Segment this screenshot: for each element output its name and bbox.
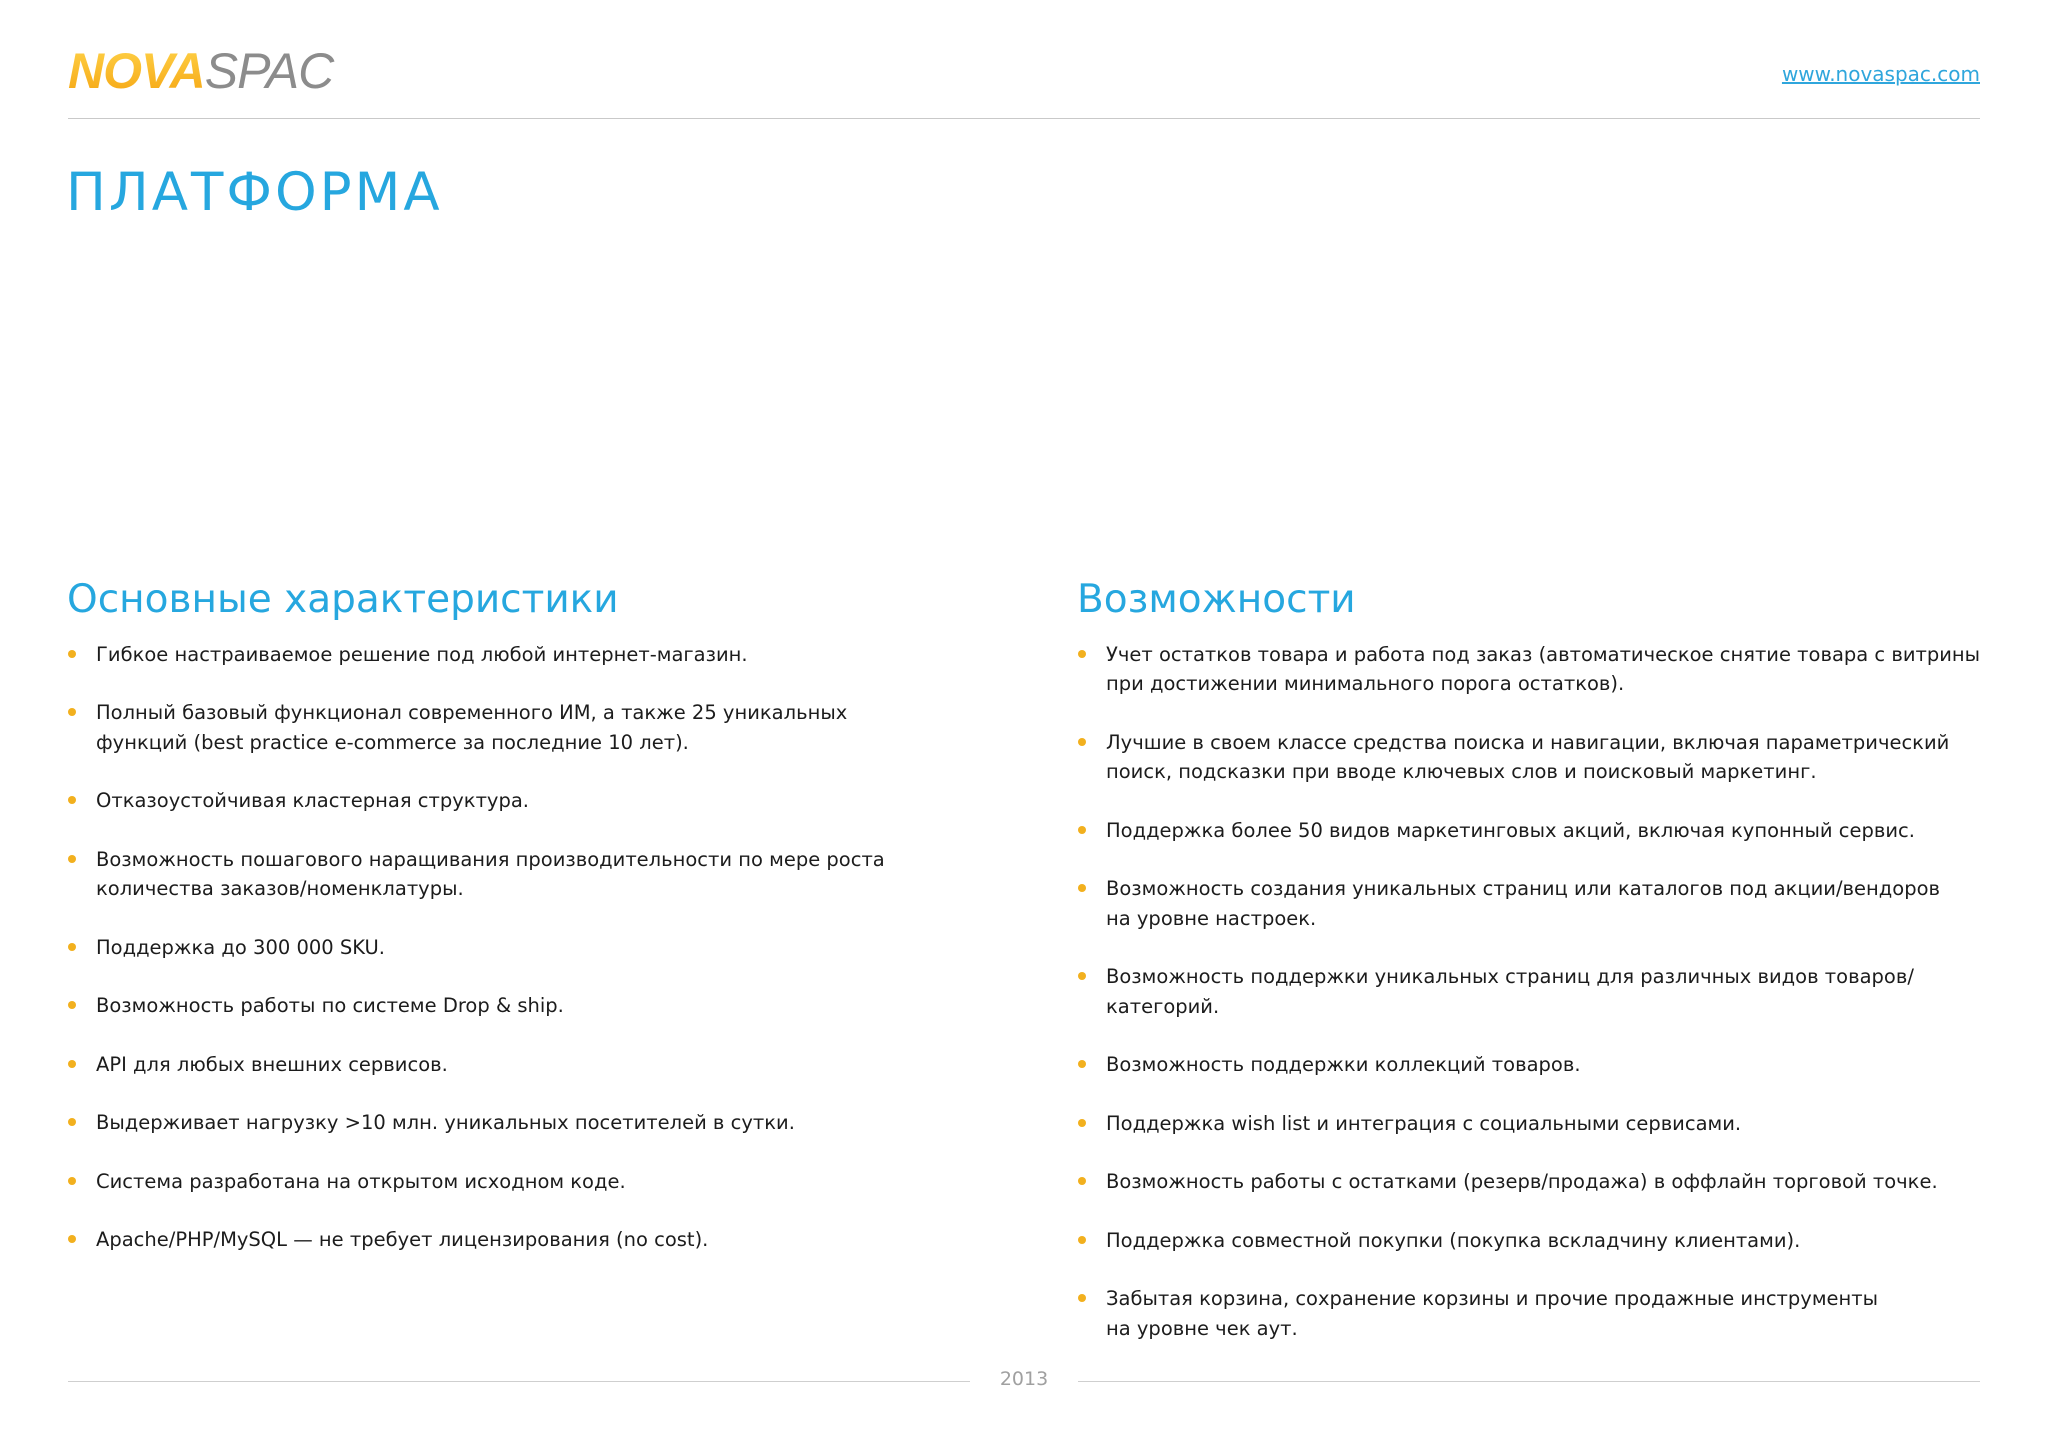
list-item bbox=[67, 698, 967, 757]
list-item-text: Apache/PHP/MySQL — не требует лицензирования (no cost). bbox=[96, 1228, 709, 1252]
list-item-text: Возможность пошагового наращивания производительности по мере роста bbox=[96, 847, 885, 871]
list-item bbox=[1077, 728, 1997, 787]
bullet-icon bbox=[1078, 1119, 1086, 1127]
footer-year: 2013 bbox=[999, 1368, 1049, 1390]
bullet-icon bbox=[68, 1177, 76, 1185]
logo-nova-text: NOVA bbox=[68, 43, 205, 99]
list-item-text: Выдерживает нагрузку >10 млн. уникальных посетителей в сутки. bbox=[96, 1111, 795, 1135]
novaspac-logo bbox=[68, 43, 334, 99]
list-item bbox=[1077, 962, 1997, 1021]
list-item-text: поиск, подсказки при вводе ключевых слов и поисковый маркетинг. bbox=[1106, 760, 1817, 784]
page-header bbox=[68, 40, 1980, 119]
list-item-text: Поддержка до 300 000 SKU. bbox=[96, 935, 385, 959]
logo-spac-text: SPAC bbox=[204, 43, 334, 99]
bullet-icon bbox=[68, 796, 76, 804]
list-item bbox=[67, 1167, 967, 1197]
list-item-text: при достижении минимального порога остатков). bbox=[1106, 672, 1625, 696]
list-item-text: на уровне настроек. bbox=[1106, 906, 1317, 930]
list-item bbox=[67, 845, 967, 904]
bullet-icon bbox=[1078, 1177, 1086, 1185]
website-link[interactable]: www.novaspac.com bbox=[1781, 62, 1980, 86]
list-item bbox=[67, 933, 967, 963]
list-item-text: количества заказов/номенклатуры. bbox=[96, 877, 464, 901]
bullet-icon bbox=[1078, 1236, 1086, 1244]
bullet-icon bbox=[68, 1001, 76, 1009]
list-item bbox=[67, 1108, 967, 1138]
list-item-text: Система разработана на открытом исходном коде. bbox=[96, 1169, 626, 1193]
list-item-text: Учет остатков товара и работа под заказ (автоматическое снятие товара с витрины bbox=[1106, 642, 1981, 666]
list-item-text: Возможность работы по системе Drop & ship. bbox=[96, 994, 564, 1018]
list-item-text: Отказоустойчивая кластерная структура. bbox=[96, 789, 529, 813]
features-heading: Основные характеристики bbox=[67, 577, 619, 622]
list-item-text: функций (best practice e-commerce за последние 10 лет). bbox=[96, 730, 689, 754]
page-footer bbox=[68, 1366, 1980, 1396]
list-item bbox=[1077, 1050, 1997, 1080]
bullet-icon bbox=[1078, 972, 1086, 980]
bullet-icon bbox=[1078, 650, 1086, 658]
list-item-text: Возможность поддержки коллекций товаров. bbox=[1106, 1053, 1581, 1077]
list-item-text: Забытая корзина, сохранение корзины и прочие продажные инструменты bbox=[1106, 1287, 1879, 1311]
bullet-icon bbox=[1078, 738, 1086, 746]
bullet-icon bbox=[68, 943, 76, 951]
page-title: ПЛАТФОРМА bbox=[66, 162, 443, 223]
list-item bbox=[67, 786, 967, 816]
bullet-icon bbox=[1078, 826, 1086, 834]
list-item bbox=[67, 991, 967, 1021]
bullet-icon bbox=[68, 1235, 76, 1243]
list-item bbox=[67, 1050, 967, 1080]
list-item bbox=[1077, 1226, 1997, 1256]
list-item bbox=[67, 640, 967, 670]
list-item-text: Возможность создания уникальных страниц или каталогов под акции/вендоров bbox=[1106, 877, 1941, 901]
list-item-text: Поддержка совместной покупки (покупка вскладчину клиентами). bbox=[1106, 1228, 1801, 1252]
list-item-text: Возможность работы с остатками (резерв/продажа) в оффлайн торговой точке. bbox=[1106, 1170, 1938, 1194]
features-list bbox=[67, 640, 967, 1255]
list-item bbox=[1077, 640, 1997, 699]
bullet-icon bbox=[68, 1118, 76, 1126]
list-item bbox=[1077, 1167, 1997, 1197]
list-item-text: Полный базовый функционал современного ИМ, а также 25 уникальных bbox=[96, 701, 848, 725]
list-item-text: Гибкое настраиваемое решение под любой интернет-магазин. bbox=[96, 642, 748, 666]
list-item-text: на уровне чек аут. bbox=[1106, 1316, 1298, 1340]
features-column bbox=[67, 578, 967, 1284]
bullet-icon bbox=[1078, 1294, 1086, 1302]
bullet-icon bbox=[1078, 884, 1086, 892]
footer-divider-right bbox=[1078, 1381, 1980, 1382]
bullet-icon bbox=[68, 855, 76, 863]
bullet-icon bbox=[68, 650, 76, 658]
list-item bbox=[67, 1225, 967, 1255]
capabilities-list bbox=[1077, 640, 1997, 1344]
capabilities-heading: Возможности bbox=[1077, 577, 1356, 622]
bullet-icon bbox=[68, 708, 76, 716]
list-item bbox=[1077, 816, 1997, 846]
capabilities-column bbox=[1077, 578, 1997, 1372]
list-item-text: API для любых внешних сервисов. bbox=[96, 1052, 448, 1076]
list-item bbox=[1077, 1284, 1997, 1343]
list-item-text: Лучшие в своем классе средства поиска и навигации, включая параметрический bbox=[1106, 730, 1950, 754]
list-item-text: Поддержка wish list и интеграция с социальными сервисами. bbox=[1106, 1111, 1742, 1135]
bullet-icon bbox=[68, 1060, 76, 1068]
bullet-icon bbox=[1078, 1060, 1086, 1068]
list-item-text: Возможность поддержки уникальных страниц для различных видов товаров/категорий. bbox=[1106, 965, 1914, 1018]
list-item-text: Поддержка более 50 видов маркетинговых акций, включая купонный сервис. bbox=[1106, 818, 1915, 842]
list-item bbox=[1077, 874, 1997, 933]
list-item bbox=[1077, 1109, 1997, 1139]
